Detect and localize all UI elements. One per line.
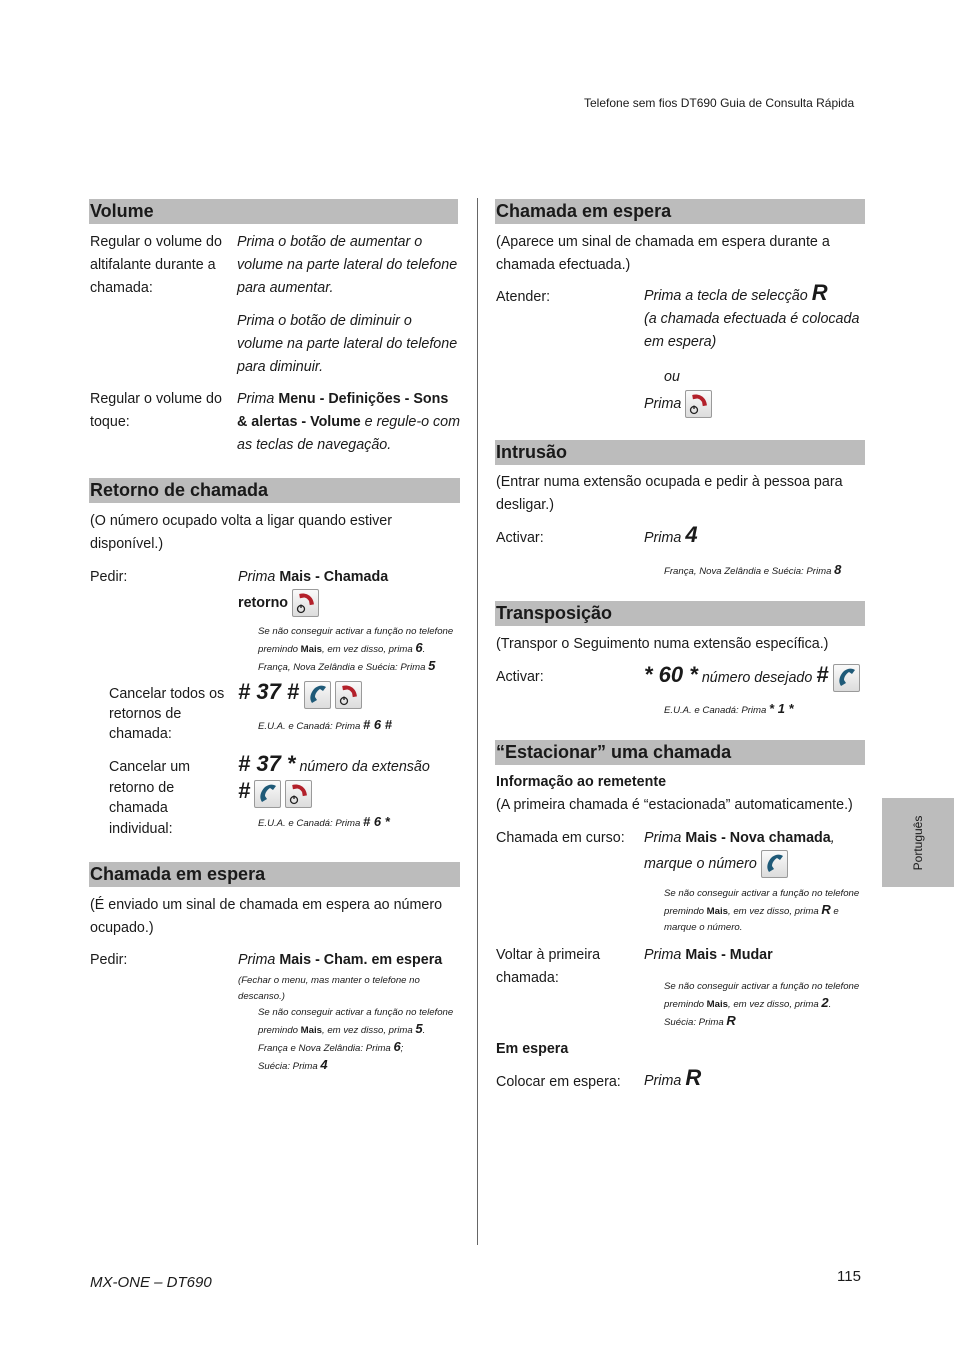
espera-right-intro: (Aparece um sinal de chamada em espera durante a chamada efectuada.)	[496, 234, 830, 273]
estacionar-curso-label: Chamada em curso:	[496, 830, 625, 846]
intrusao-intro: (Entrar numa extensão ocupada e pedir à pessoa para desligar.)	[496, 474, 843, 513]
retorno-cancel-one-code: # 37 * número da extensão #	[238, 752, 463, 808]
retorno-cancel-all-code: # 37 #	[238, 679, 362, 709]
footer-page-number: 115	[837, 1268, 861, 1285]
transposicao-intro: (Transpor o Seguimento numa extensão específica.)	[496, 636, 829, 652]
estacionar-sub1: Informação ao remetente	[496, 774, 667, 790]
espera-left-pedir-text: Prima Mais - Cham. em espera	[238, 952, 443, 968]
volume-row2-label: Regular o volume do toque:	[90, 391, 222, 430]
estacionar-voltar-note: Se não conseguir activar a função no telefone premindo Mais, em vez disso, prima 2. Suécia: Prima R	[664, 981, 860, 1028]
section-heading-espera-right: Chamada em espera	[495, 199, 865, 224]
column-divider	[477, 198, 478, 1245]
espera-right-atender-label: Atender:	[496, 289, 551, 305]
estacionar-voltar-text: Prima Mais - Mudar	[644, 947, 773, 963]
espera-right-prima: Prima	[644, 390, 712, 418]
estacionar-sub2: Em espera	[496, 1041, 569, 1057]
espera-right-atender-text: Prima a tecla de selecção R (a chamada efectuada é colocada em espera)	[644, 280, 860, 350]
espera-left-pedir-label: Pedir:	[90, 952, 128, 968]
call-key-icon	[304, 681, 331, 709]
volume-row1-text: Prima o botão de aumentar o volume na parte lateral do telefone para aumentar.	[237, 234, 458, 296]
call-key-icon	[761, 850, 788, 878]
intrusao-activar-label: Activar:	[496, 530, 544, 546]
transposicao-note: E.U.A. e Canadá: Prima * 1 *	[664, 701, 794, 716]
estacionar-curso-note: Se não conseguir activar a função no telefone premindo Mais, em vez disso, prima R e marque o número.	[664, 888, 860, 933]
section-heading-volume: Volume	[89, 199, 458, 224]
retorno-cancel-one-note: E.U.A. e Canadá: Prima # 6 *	[258, 814, 390, 829]
intrusao-note: França, Nova Zelândia e Suécia: Prima 8	[664, 562, 842, 577]
call-key-icon	[833, 664, 860, 692]
transposicao-code: * 60 * número desejado #	[644, 662, 860, 692]
espera-left-intro: (É enviado um sinal de chamada em espera ao número ocupado.)	[90, 897, 443, 936]
section-heading-transposicao: Transposição	[495, 601, 865, 626]
estacionar-sub1-text: (A primeira chamada é “estacionada” automaticamente.)	[496, 797, 853, 813]
volume-row2-text: Prima Menu - Definições - Sons & alertas - Volume e regule-o com as teclas de navegação.	[237, 391, 461, 453]
estacionar-colocar-label: Colocar em espera:	[496, 1074, 621, 1090]
estacionar-colocar-text: Prima R	[644, 1065, 702, 1090]
end-call-key-icon	[292, 589, 319, 617]
espera-right-ou: ou	[664, 369, 680, 385]
retorno-intro: (O número ocupado volta a ligar quando estiver disponível.)	[90, 513, 393, 552]
footer-product: MX-ONE – DT690	[90, 1274, 212, 1291]
section-heading-espera-left: Chamada em espera	[89, 862, 460, 887]
espera-left-note-a: (Fechar o menu, mas manter o telefone no descanso.)	[238, 975, 420, 1002]
section-heading-retorno: Retorno de chamada	[89, 478, 460, 503]
retorno-cancel-all-note: E.U.A. e Canadá: Prima # 6 #	[258, 717, 392, 732]
end-call-key-icon	[335, 681, 362, 709]
language-side-tab-label: Português	[911, 815, 925, 870]
retorno-cancel-one-label: Cancelar um retorno de chamada individual:	[109, 759, 191, 837]
estacionar-curso-text: Prima Mais - Nova chamada, marque o número	[644, 827, 864, 878]
intrusao-activar-text: Prima 4	[644, 522, 698, 547]
language-side-tab	[882, 798, 954, 887]
end-call-key-icon	[285, 780, 312, 808]
volume-row1-label: Regular o volume do altifalante durante a chamada:	[90, 234, 222, 296]
estacionar-voltar-label: Voltar à primeira chamada:	[496, 947, 601, 986]
section-heading-intrusao: Intrusão	[495, 440, 865, 465]
end-call-key-icon	[685, 390, 712, 418]
retorno-pedir-text: Prima Mais - Chamada retorno	[238, 566, 408, 617]
section-heading-estacionar: “Estacionar” uma chamada	[495, 740, 865, 765]
transposicao-activar-label: Activar:	[496, 669, 544, 685]
header-title: Telefone sem fios DT690 Guia de Consulta Rápida	[584, 96, 855, 110]
call-key-icon	[254, 780, 281, 808]
retorno-pedir-label: Pedir:	[90, 569, 128, 585]
volume-row1-text2: Prima o botão de diminuir o volume na parte lateral do telefone para diminuir.	[237, 313, 458, 375]
retorno-note1: Se não conseguir activar a função no telefone premindo Mais, em vez disso, prima 6. França, Nova Zelândia e Suécia: Prima 5	[258, 626, 454, 673]
retorno-cancel-all-label: Cancelar todos os retornos de chamada:	[109, 686, 225, 742]
espera-left-note-b: Se não conseguir activar a função no telefone premindo Mais, em vez disso, prima 5. França e Nova Zelândia: Prima 6; Suécia: Prima 4	[258, 1007, 454, 1072]
